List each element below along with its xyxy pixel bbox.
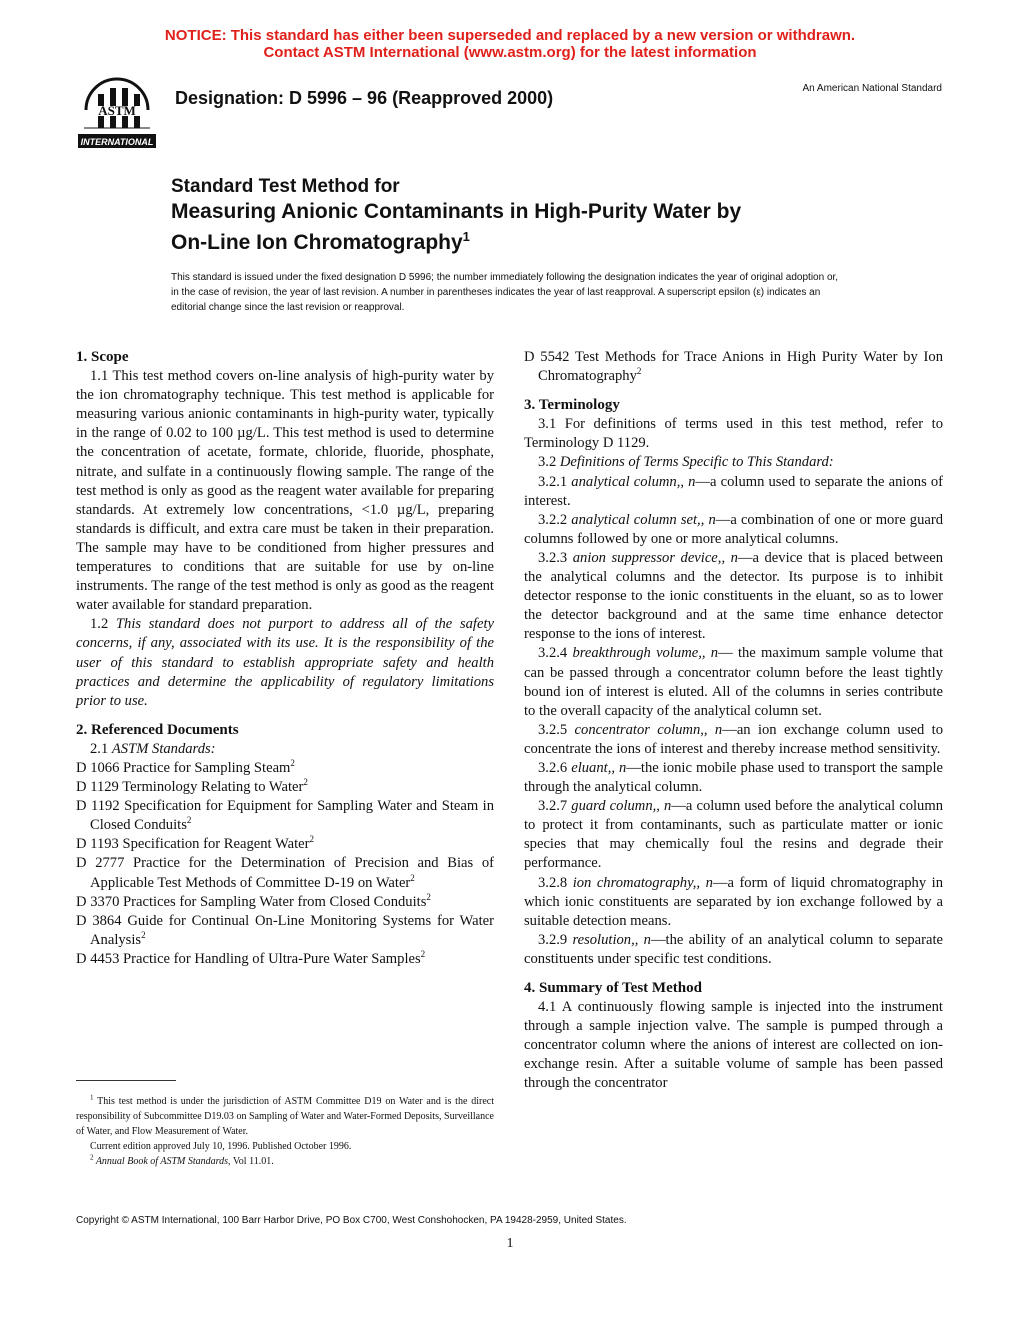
section-4-heading: 4. Summary of Test Method <box>524 980 702 996</box>
paragraph-1-1: 1.1 This test method covers on-line analysis of high-purity water by the ion chromatography technique. This test method is applicable for measuring various anionic contaminants in high-purity water, typically in the range of 0.02 to 100 µg/L. This test method is used to determine the concentration of acetate, formate, chloride, fluoride, phosphate, nitrate, and sulfate in a continuously flowing sample. The range of the test method is only as good as the reagent water available for preparing standards. At extremely low concentrations, <1.0 µg/L, preparing standards is difficult, and extra care must be taken in their preparation. The sample may have to be conditioned from higher pressures and temperatures to conditions that are suitable for use by on-line instruments. The range of the test method is only as good as the reagent water available for standard preparation. <box>76 368 494 614</box>
page-number: 1 <box>506 1236 514 1251</box>
definition-item: 3.2.3 anion suppressor device,, n—a device that is placed between the analytical columns and the detector. Its purpose is to inhibit detector response to the ionic constituents in the eluant, so as to lower the detector background and at the same time enhance detector response to the ions of interest. <box>524 549 943 643</box>
notice-line-2: Contact ASTM International (www.astm.org) for the latest information <box>263 44 757 61</box>
ref-item: D 1066 Practice for Sampling Steam$^2$ <box>76 758 295 776</box>
section-1-heading: 1. Scope <box>76 349 129 365</box>
left-column <box>76 348 494 969</box>
title-line-3: On-Line Ion Chromatography$^1$ <box>171 229 470 254</box>
paragraph-3-1: 3.1 For definitions of terms used in this test method, refer to Terminology D 1129. <box>524 416 943 452</box>
definition-item: 3.2.1 analytical column,, n—a column used to separate the anions of interest. <box>524 473 944 509</box>
logo-top-text: ASTM <box>98 103 136 118</box>
title-footnote-ref: 1 <box>462 229 470 244</box>
notice-line-1: NOTICE: This standard has either been superseded and replaced by a new version or withdrawn. <box>164 27 856 44</box>
section-2-heading: 2. Referenced Documents <box>76 721 239 738</box>
ref-item: D 1129 Terminology Relating to Water$^2$ <box>76 777 308 796</box>
ref-item: D 4453 Practice for Handling of Ultra-Pure Water Samples$^2$ <box>76 949 426 967</box>
paragraph-1-2: 1.2 This standard does not purport to address all of the safety concerns, if any, associated with its use. It is the responsibility of the user of this standard to establish appropriate safety and health practices and determine the applicability of regulatory limitations prior to use. <box>76 616 494 709</box>
copyright-line: Copyright © ASTM International, 100 Barr Harbor Drive, PO Box C700, West Conshohocken, PA 19428-2959, United States. <box>76 1215 627 1226</box>
logo-bottom-text: INTERNATIONAL <box>80 137 154 147</box>
issuance-statement: This standard is issued under the fixed designation D 5996; the number immediately following the designation indicates the year of original adoption or, in the case of revision, the year of last revision. A number in parentheses indicates the year of last reapproval. A superscript epsilon (ε) indicates an editorial change since the last revision or reapproval. <box>171 272 839 313</box>
footnote-2: $^2$ Annual Book of ASTM Standards, Vol 11.01. <box>90 1153 274 1167</box>
definition-item: 3.2.9 resolution,, n—the ability of an analytical column to separate constituents under specific test conditions. <box>524 931 944 967</box>
national-standard-label: An American National Standard <box>802 83 942 94</box>
ref-item: D 2777 Practice for the Determination of Precision and Bias of Applicable Test Methods of Committee D-19 on Water$^2$ <box>76 855 494 891</box>
definition-item: 3.2.6 eluant,, n—the ionic mobile phase used to transport the sample through the analytical column. <box>524 759 943 796</box>
footnote-1-edition: Current edition approved July 10, 1996. Published October 1996. <box>90 1141 352 1152</box>
astm-logo-icon <box>74 76 160 152</box>
paragraph-3-2: 3.2 Definitions of Terms Specific to This Standard: <box>538 454 834 471</box>
definition-item: 3.2.5 concentrator column,, n—an ion exchange column used to concentrate the ions of interest and thereby increase method sensitivity. <box>524 721 943 757</box>
footnote-divider <box>76 1080 176 1081</box>
ref-item: D 3864 Guide for Continual On-Line Monitoring Systems for Water Analysis$^2$ <box>76 912 494 948</box>
notice-banner <box>0 27 1020 61</box>
title-line-1: Standard Test Method for <box>171 176 400 197</box>
paragraph-4-1: 4.1 A continuously flowing sample is injected into the instrument through a sample injection valve. The sample is pumped through a concentrator column where the anions of interest are collected on ion-exchange resin. After a suitable volume of sample has been passed through the concentrator <box>524 999 943 1092</box>
title-line-2: Measuring Anionic Contaminants in High-Purity Water by <box>171 200 742 223</box>
section-3-heading: 3. Terminology <box>524 397 620 414</box>
ref-item: D 3370 Practices for Sampling Water from Closed Conduits$^2$ <box>76 891 431 910</box>
footnote-1: $^1$ This test method is under the jurisdiction of ASTM Committee D19 on Water and is the direct responsibility of Subcommittee D19.03 on Sampling of Water and Water-Formed Deposits, Surveillance of Water, and Flow Measurement of Water. <box>76 1093 494 1137</box>
right-column <box>524 348 943 1094</box>
definition-item: 3.2.2 analytical column set,, n—a combination of one or more guard columns followed by one or more analytical columns. <box>524 511 944 547</box>
designation: Designation: D 5996 – 96 (Reapproved 2000) <box>175 88 554 108</box>
definition-item: 3.2.7 guard column,, n—a column used before the analytical column to protect it from contaminants, such as particulate matter or ionic species that may chemically foul the resins and degrade their performance. <box>524 798 943 872</box>
ref-item: D 5542 Test Methods for Trace Anions in High Purity Water by Ion Chromatography$^2$ <box>524 349 943 385</box>
paragraph-2-1: 2.1 ASTM Standards: <box>90 740 216 757</box>
definition-item: 3.2.8 ion chromatography,, n—a form of liquid chromatography in which ionic constituents are separated by ion exchange followed by a suitable detection means. <box>524 874 943 929</box>
definition-item: 3.2.4 breakthrough volume,, n— the maximum sample volume that can be passed through a concentrator column before the least tightly bound ion of interest is eluted. All of the columns in series contribute to the overall capacity of the analytical column set. <box>524 645 943 719</box>
astm-logo <box>74 76 160 152</box>
ref-item: D 1192 Specification for Equipment for Sampling Water and Steam in Closed Conduits$^2$ <box>76 798 494 834</box>
document-title <box>171 175 871 255</box>
ref-item: D 1193 Specification for Reagent Water$^2$ <box>76 834 314 853</box>
footnotes <box>76 1094 494 1169</box>
